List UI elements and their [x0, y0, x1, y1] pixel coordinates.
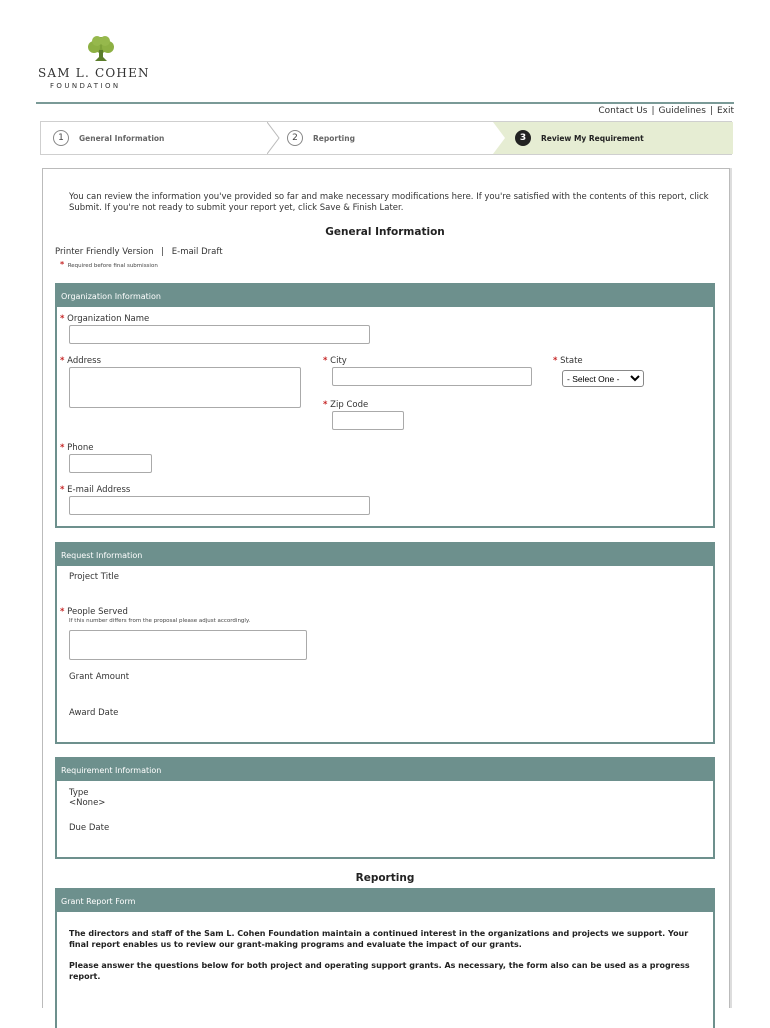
- required-note-text: Required before final submission: [67, 263, 158, 269]
- label-text: City: [330, 356, 347, 366]
- label-text: State: [560, 356, 583, 366]
- intro-text: You can review the information you've provided so far and make necessary modifications here. If you're satisfied with the contents of this report, click Submit. If you're not ready to submit your report yet, click Save & Finish Later.: [69, 192, 709, 213]
- required-star-icon: *: [553, 356, 558, 366]
- reporting-title: Reporting: [355, 872, 415, 884]
- step-label: Review My Requirement: [541, 133, 644, 143]
- due-date-label: Due Date: [69, 823, 110, 833]
- contact-us-link[interactable]: Contact Us: [598, 106, 648, 116]
- print-links: [55, 247, 223, 257]
- step-reporting[interactable]: [287, 122, 355, 154]
- section-header: Requirement Information: [57, 759, 713, 781]
- step-number-badge: 3: [515, 130, 531, 146]
- city-label: [323, 356, 347, 366]
- label-text: Phone: [67, 443, 94, 453]
- organization-name-input[interactable]: [69, 325, 370, 344]
- logo-subname: FOUNDATION: [50, 82, 121, 90]
- grant-report-paragraph-1: The directors and staff of the Sam L. Cohen Foundation maintain a continued interest in the organizations and projects we support. Your final report enables us to review our grant-making programs and evaluate the impact of our grants.: [69, 929, 689, 949]
- organization-name-label: [60, 314, 149, 324]
- type-value: <None>: [69, 798, 106, 808]
- zip-code-label: [323, 400, 368, 410]
- requirement-information-box: [55, 757, 715, 859]
- label-text: Zip Code: [330, 400, 369, 410]
- section-header: Organization Information: [57, 285, 713, 307]
- email-address-label: [60, 485, 130, 495]
- general-information-title: General Information: [325, 226, 445, 238]
- award-date-label: Award Date: [69, 708, 119, 718]
- printer-friendly-link[interactable]: Printer Friendly Version: [55, 247, 154, 257]
- required-star-icon: *: [60, 314, 65, 324]
- step-progress-bar: [40, 121, 732, 155]
- required-star-icon: *: [60, 443, 65, 453]
- phone-label: [60, 443, 94, 453]
- email-draft-link[interactable]: E-mail Draft: [171, 247, 223, 257]
- section-header: Grant Report Form: [57, 890, 713, 912]
- header-divider: [36, 102, 734, 104]
- label-text: Address: [67, 356, 102, 366]
- grant-amount-label: Grant Amount: [69, 672, 130, 682]
- people-served-hint: If this number differs from the proposal please adjust accordingly.: [69, 618, 251, 624]
- top-links: [598, 106, 734, 116]
- address-label: [60, 356, 101, 366]
- guidelines-link[interactable]: Guidelines: [658, 106, 706, 116]
- grant-report-form-box: [55, 888, 715, 1028]
- separator: |: [651, 106, 655, 116]
- type-label: Type: [69, 788, 89, 798]
- state-label: [553, 356, 583, 366]
- zip-code-input[interactable]: [332, 411, 404, 430]
- foundation-logo: [38, 36, 178, 96]
- required-star-icon: *: [60, 260, 65, 269]
- address-textarea[interactable]: [69, 367, 301, 408]
- section-header: Request Information: [57, 544, 713, 566]
- required-star-icon: *: [323, 400, 328, 410]
- required-star-icon: *: [60, 607, 65, 617]
- grant-report-paragraph-2: Please answer the questions below for both project and operating support grants. As necessary, the form also can be used as a progress report.: [69, 961, 690, 981]
- state-select[interactable]: [562, 370, 644, 387]
- separator: |: [709, 106, 713, 116]
- step-label: Reporting: [313, 133, 355, 143]
- required-note: [60, 260, 158, 269]
- label-text: Organization Name: [67, 314, 150, 324]
- city-input[interactable]: [332, 367, 532, 386]
- required-star-icon: *: [60, 356, 65, 366]
- step-chevron-icon: [267, 122, 281, 154]
- separator: |: [161, 247, 165, 257]
- people-served-label: [60, 607, 128, 617]
- tree-logo-icon: [86, 36, 116, 64]
- people-served-textarea[interactable]: [69, 630, 307, 660]
- project-title-label: Project Title: [69, 572, 119, 582]
- phone-input[interactable]: [69, 454, 152, 473]
- label-text: People Served: [67, 607, 128, 617]
- label-text: E-mail Address: [67, 485, 131, 495]
- step-general-information[interactable]: [53, 122, 164, 154]
- step-number-badge: 1: [53, 130, 69, 146]
- email-address-input[interactable]: [69, 496, 370, 515]
- required-star-icon: *: [60, 485, 65, 495]
- step-label: General Information: [79, 133, 165, 143]
- required-star-icon: *: [323, 356, 328, 366]
- exit-link[interactable]: Exit: [716, 106, 734, 116]
- step-review-my-requirement[interactable]: [515, 122, 644, 154]
- step-number-badge: 2: [287, 130, 303, 146]
- logo-name: SAM L. COHEN: [38, 66, 150, 80]
